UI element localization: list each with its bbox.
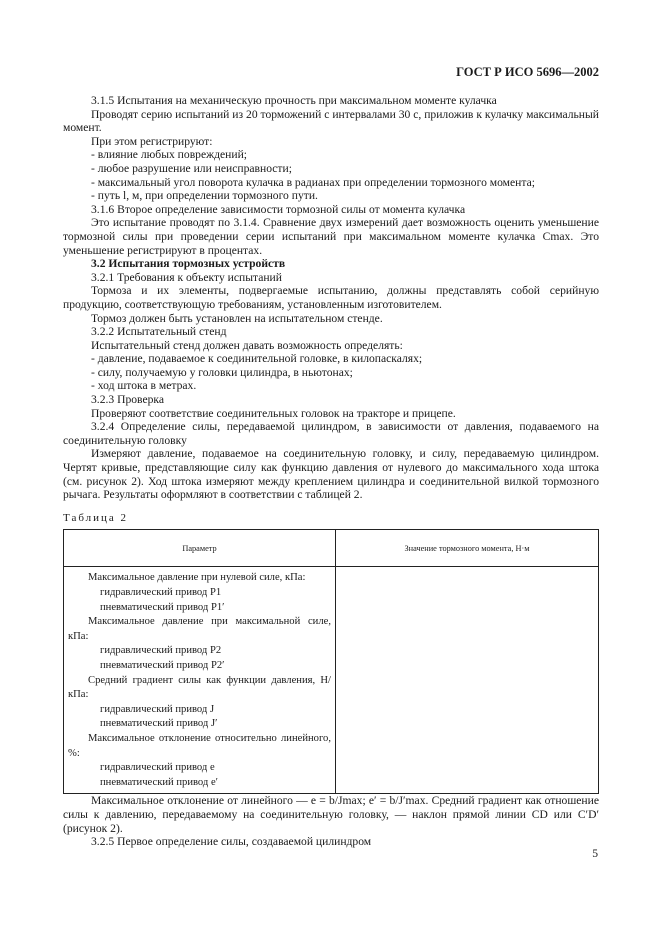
table-row: гидравлический привод P1 xyxy=(100,587,222,598)
section-3-2-2-para: Испытательный стенд должен давать возможность определять: xyxy=(91,338,403,352)
section-3-2-3-heading: 3.2.3 Проверка xyxy=(91,393,165,407)
section-3-1-5-para-2: При этом регистрируют: xyxy=(91,134,213,148)
parameter-list xyxy=(64,567,335,793)
document-header: ГОСТ Р ИСО 5696—2002 xyxy=(456,65,599,79)
section-3-2-5-heading: 3.2.5 Первое определение силы, создаваемой цилиндром xyxy=(91,835,372,849)
table-row: Максимальное отклонение относительно линейного, %: xyxy=(68,732,331,759)
table-row: Максимальное давление при максимальной силе, кПа: xyxy=(68,616,331,642)
table-row: Максимальное давление при нулевой силе, кПа: xyxy=(88,572,306,584)
list-item: - ход штока в метрах. xyxy=(91,379,197,393)
section-3-2-1-para-2: Тормоз должен быть установлен на испытательном стенде. xyxy=(91,311,383,325)
list-item: - давление, подаваемое к соединительной головке, в килопаскалях; xyxy=(91,352,423,366)
table-row: гидравлический привод J xyxy=(100,703,215,715)
column-header-parameter: Параметр xyxy=(64,530,336,567)
column-header-value: Значение тормозного момента, Н·м xyxy=(336,530,599,567)
section-3-2-1-heading: 3.2.1 Требования к объекту испытаний xyxy=(91,270,282,284)
section-3-2-3-para: Проверяют соответствие соединительных головок на тракторе и прицепе. xyxy=(91,406,456,420)
table-row: пневматический привод P1′ xyxy=(100,601,225,613)
table-caption: Таблица 2 xyxy=(63,511,129,524)
document-body xyxy=(63,94,599,849)
table-row: гидравлический привод e xyxy=(100,762,215,774)
after-table-para: Максимальное отклонение от линейного — e = b/Jmax; e′ = b/J′max. Средний градиент как отношение силы к давлению, передаваемому на соединительную головку, — наклон прямой линии CD или C′D′ (рисунок 2). xyxy=(63,794,599,835)
section-3-1-5-heading: 3.1.5 Испытания на механическую прочность при максимальном моменте кулачка xyxy=(91,94,497,107)
table-row: гидравлический привод P2 xyxy=(100,645,222,657)
table-row: пневматический привод P2′ xyxy=(100,659,225,671)
list-item: - максимальный угол поворота кулачка в радианах при определении тормозного момента; xyxy=(91,175,535,189)
table-row: пневматический привод e′ xyxy=(100,776,218,788)
list-item: - силу, получаемую у головки цилиндра, в ньютонах; xyxy=(91,365,353,379)
section-3-2-1-para-1: Тормоза и их элементы, подвергаемые испытанию, должны представлять собой серийную продукцию, соответствующую требованиям, установленным изготовителем. xyxy=(63,284,599,311)
table-row: пневматический привод J′ xyxy=(100,718,218,730)
value-cell xyxy=(336,567,599,794)
section-3-1-6-heading: 3.1.6 Второе определение зависимости тормозной силы от момента кулачка xyxy=(91,202,466,216)
section-3-2-4-heading: 3.2.4 Определение силы, передаваемой цилиндром, в зависимости от давления, подаваемого на соединительную головку xyxy=(63,420,599,447)
parameter-cell xyxy=(64,567,336,794)
list-item: - путь l, м, при определении тормозного пути. xyxy=(91,189,318,203)
section-3-2-heading: 3.2 Испытания тормозных устройств xyxy=(91,257,286,271)
list-item: - влияние любых повреждений; xyxy=(91,148,247,162)
table-row: Средний градиент силы как функции давления, Н/кПа: xyxy=(68,674,331,701)
section-3-1-6-para-1: Это испытание проводят по 3.1.4. Сравнение двух измерений дает возможность оценить уменьшение тормозной силы при проведении серии испытаний при максимальном моменте кулачка Cmax. Это уменьшение регистрируют в процентах. xyxy=(63,216,599,257)
page-number: 5 xyxy=(592,847,598,860)
section-3-2-4-para: Измеряют давление, подаваемое на соединительную головку, и силу, передаваемую цилиндром. Чертят кривые, представляющие силу как функцию давления от нулевого до максимального хода штока (см. рисунок 2). Ход штока измеряют между креплением цилиндра и соединительной вилкой тормозного рычага. Результаты оформляют в соответствии с таблицей 2. xyxy=(63,447,599,502)
section-3-2-2-heading: 3.2.2 Испытательный стенд xyxy=(91,325,227,339)
list-item: - любое разрушение или неисправности; xyxy=(91,161,292,175)
section-3-1-5-para-1: Проводят серию испытаний из 20 торможений с интервалами 30 с, приложив к кулачку максимальный момент. xyxy=(63,107,599,135)
parameters-table xyxy=(63,529,599,794)
